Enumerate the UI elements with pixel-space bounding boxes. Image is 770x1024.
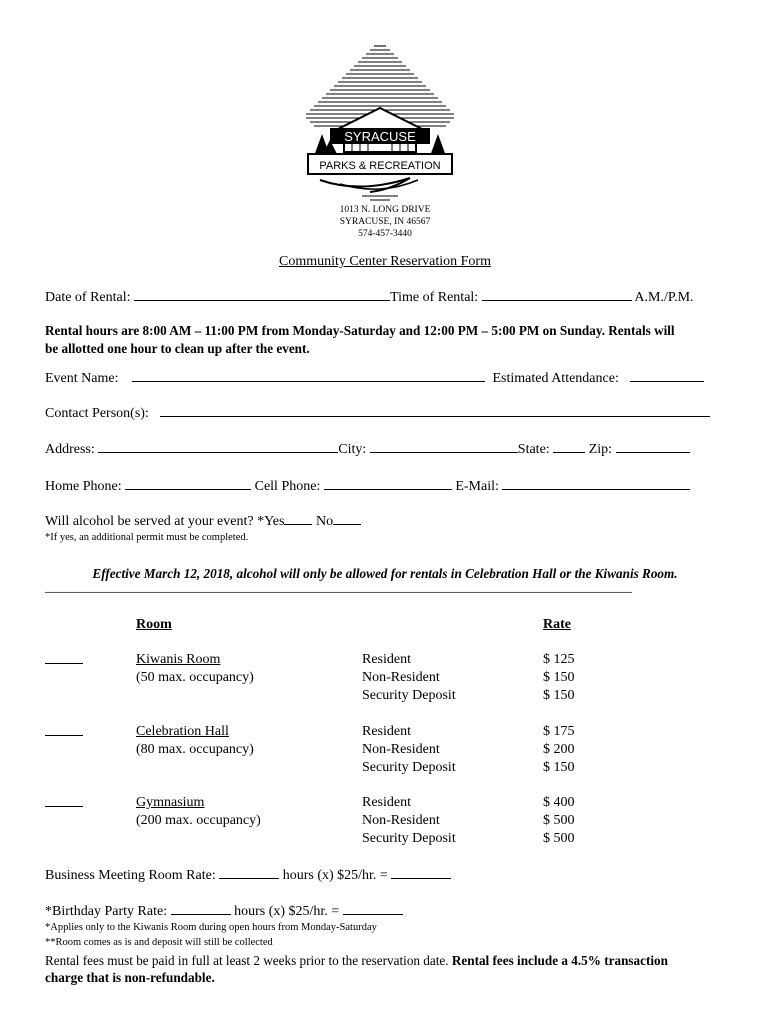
payment-note-line1 [45,953,668,969]
logo-name-line1: SYRACUSE [344,129,416,144]
attendance-input[interactable] [630,370,704,382]
room-column-header: Room [136,617,172,632]
phone-number: 574-457-3440 [358,229,412,239]
payment-bold-2: charge that is non-refundable. [45,970,215,985]
contact-row [45,405,710,422]
alcohol-question: Will alcohol be served at your event? *Yes [45,514,285,529]
alcohol-no-label: No [315,514,334,529]
payment-plain: Rental fees must be paid in full at least 2 weeks prior to the reservation date. [45,953,449,968]
celebration-hall-name: Celebration Hall [136,724,229,739]
room-note: **Room comes as is and deposit will still be collected [45,937,273,948]
event-name-row [45,370,704,387]
time-input[interactable] [482,289,632,301]
kiwanis-select-input[interactable] [45,652,83,664]
rate-type: Security Deposit [362,760,456,775]
celebration-hall-capacity: (80 max. occupancy) [136,742,254,757]
address-row [45,441,690,458]
business-total-input[interactable] [391,867,451,879]
date-time-row [45,289,694,306]
birthday-rate-label: *Birthday Party Rate: [45,904,168,919]
rate-type: Non-Resident [362,670,440,685]
event-name-label: Event Name: [45,371,119,386]
rate-value: $ 500 [543,831,575,846]
logo-name-line2: PARKS & RECREATION [319,160,441,172]
rate-value: $ 175 [543,724,575,739]
contact-input[interactable] [160,405,710,417]
rate-type: Non-Resident [362,742,440,757]
date-label: Date of Rental: [45,290,131,305]
address-line1: 1013 N. LONG DRIVE [339,205,431,215]
birthday-hours-input[interactable] [171,903,231,915]
rental-hours-line2: be allotted one hour to clean up after the event. [45,341,310,356]
rate-value: $ 125 [543,652,575,667]
city-input[interactable] [370,441,518,453]
kiwanis-note: *Applies only to the Kiwanis Room during open hours from Monday-Saturday [45,922,377,933]
rate-type: Security Deposit [362,831,456,846]
phone-row [45,478,690,495]
alcohol-row [45,513,361,530]
attendance-label: Estimated Attendance: [492,371,619,386]
rate-type: Resident [362,724,411,739]
state-label: State: [517,442,550,457]
alcohol-yes-input[interactable] [284,513,312,525]
zip-input[interactable] [616,441,690,453]
email-label: E-Mail: [455,479,499,494]
kiwanis-room-capacity: (50 max. occupancy) [136,670,254,685]
contact-label: Contact Person(s): [45,406,149,421]
alcohol-no-input[interactable] [333,513,361,525]
rate-value: $ 150 [543,760,575,775]
date-input[interactable] [134,289,390,301]
birthday-total-input[interactable] [343,903,403,915]
gymnasium-name: Gymnasium [136,795,205,810]
gymnasium-select-input[interactable] [45,795,83,807]
email-input[interactable] [502,478,690,490]
kiwanis-room-name: Kiwanis Room [136,652,221,667]
home-phone-label: Home Phone: [45,479,122,494]
business-hours-input[interactable] [219,867,279,879]
syracuse-parks-logo [300,38,460,206]
cell-phone-input[interactable] [324,478,452,490]
business-hours-text: hours (x) $25/hr. = [282,868,388,883]
rate-value: $ 200 [543,742,575,757]
gymnasium-capacity: (200 max. occupancy) [136,813,261,828]
rate-type: Resident [362,652,411,667]
celebration-hall-select-input[interactable] [45,724,83,736]
section-divider: _________________________________________________________________________________________ [45,579,632,594]
birthday-hours-text: hours (x) $25/hr. = [234,904,340,919]
rate-value: $ 150 [543,688,575,703]
address-line2: SYRACUSE, IN 46567 [339,217,431,227]
rate-type: Security Deposit [362,688,456,703]
rate-type: Non-Resident [362,813,440,828]
business-rate-label: Business Meeting Room Rate: [45,868,216,883]
alcohol-policy: Effective March 12, 2018, alcohol will only be allowed for rentals in Celebration Hall or the Kiwanis Room. [92,566,678,581]
state-input[interactable] [553,441,585,453]
event-name-input[interactable] [132,370,485,382]
am-pm-label: A.M./P.M. [634,290,694,305]
business-rate-row [45,867,451,884]
rate-type: Resident [362,795,411,810]
rate-column-header: Rate [543,617,571,632]
rate-value: $ 150 [543,670,575,685]
rental-hours-line1: Rental hours are 8:00 AM – 11:00 PM from Monday-Saturday and 12:00 PM – 5:00 PM on Sunday. Rentals will [45,323,675,338]
birthday-rate-row [45,903,403,920]
time-label: Time of Rental: [390,290,479,305]
payment-bold-1: Rental fees include a 4.5% transaction [451,953,668,968]
address-input[interactable] [98,441,338,453]
rate-value: $ 500 [543,813,575,828]
alcohol-note: *If yes, an additional permit must be completed. [45,532,249,543]
address-label: Address: [45,442,95,457]
rate-value: $ 400 [543,795,575,810]
city-label: City: [338,442,367,457]
form-title: Community Center Reservation Form [279,254,491,269]
cell-phone-label: Cell Phone: [254,479,321,494]
home-phone-input[interactable] [125,478,251,490]
zip-label: Zip: [588,442,613,457]
